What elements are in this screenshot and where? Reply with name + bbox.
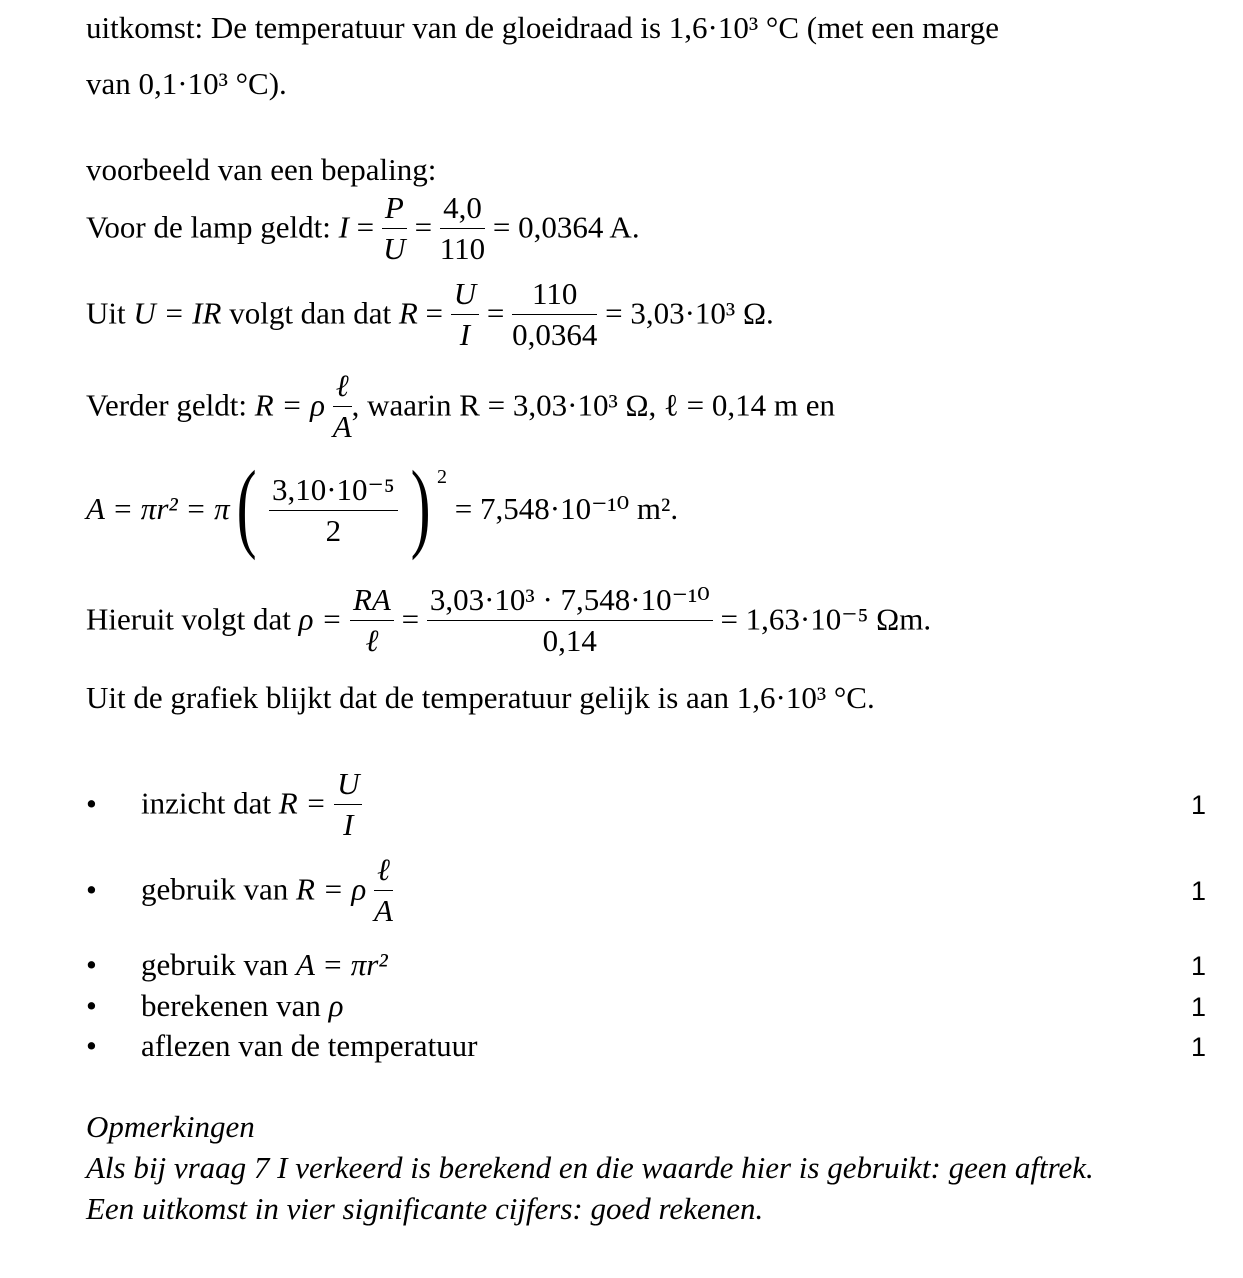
remarks-line-1: Als bij vraag 7 I verkeerd is berekend en die waarde hier is gebruikt: geen aftrek.	[86, 1150, 1094, 1185]
resistance-calculation: Uit U = IR volgt dan dat R = $\frac{U}{I}$ = $\frac{110}{0,0364}$ = 3,03·10³ Ω.	[86, 276, 774, 357]
scoring-formula: A = πr²	[295, 947, 388, 982]
scoring-points: 1	[1190, 951, 1206, 981]
scoring-item-text: gebruik van	[141, 947, 289, 982]
scoring-item	[86, 852, 1206, 932]
rho-fraction-symbolic	[350, 580, 394, 661]
scoring-item	[86, 988, 1206, 1028]
bullet: •	[86, 786, 97, 821]
square-exponent: 2	[437, 466, 448, 489]
scoring-item-content	[141, 1028, 478, 1064]
rho-prefix: Hieruit volgt dat	[86, 601, 291, 637]
current-fraction-symbolic	[382, 188, 407, 269]
fraction-denominator: ℓ	[365, 623, 379, 658]
rho-fraction-numeric	[427, 580, 713, 661]
fraction-numerator: U	[334, 764, 362, 805]
scoring-points: 1	[1190, 790, 1206, 820]
scoring-formula: R =	[278, 785, 327, 821]
scoring-item	[86, 1028, 1206, 1068]
conclusion: Uit de grafiek blijkt dat de temperatuur gelijk is aan 1,6·10³ °C.	[86, 680, 875, 715]
scoring-item-text: gebruik van	[141, 871, 289, 907]
resistivity-given-values: , waarin R = 3,03·10³ Ω, ℓ = 0,14 m en	[351, 387, 836, 423]
right-parenthesis: )	[410, 450, 431, 561]
fraction-denominator: 0,14	[542, 623, 597, 658]
fraction-denominator: 2	[325, 512, 342, 548]
bullet: •	[86, 1028, 97, 1063]
left-parenthesis: (	[236, 450, 257, 561]
fraction-denominator: 0,0364	[512, 317, 598, 352]
resistivity-formula-line	[86, 368, 835, 449]
scoring-item	[86, 947, 1206, 987]
example-heading: voorbeeld van een bepaling:	[86, 152, 437, 187]
scoring-fraction	[334, 764, 362, 845]
fraction-numerator: 110	[512, 274, 597, 315]
rho-calculation: Hieruit volgt dat ρ = $\frac{RA}{\text{ℓ}}$ = $\frac{\text{3,03·10³ · 7,548·10⁻¹⁰}}{0,14}$ = 1,63·10⁻⁵ Ωm.	[86, 582, 931, 663]
current-result: 0,0364 A.	[518, 209, 640, 245]
remarks-section	[86, 1106, 1166, 1229]
fraction-numerator: U	[451, 274, 479, 315]
result-line-2: van 0,1·10³ °C).	[86, 66, 287, 101]
resistance-middle: volgt dan dat	[229, 295, 392, 331]
fraction-numerator: P	[382, 188, 407, 229]
fraction-denominator: A	[373, 893, 393, 928]
fraction-numerator: 3,03·10³ · 7,548·10⁻¹⁰	[427, 580, 713, 621]
fraction-numerator: RA	[350, 580, 394, 621]
rho-lhs: ρ =	[298, 601, 343, 637]
ohm-law: U = IR	[133, 295, 222, 331]
scoring-formula: R = ρ	[295, 871, 367, 907]
radius-fraction	[269, 470, 398, 551]
scoring-item-text: berekenen van	[141, 988, 321, 1023]
area-calculation	[86, 450, 679, 562]
resistance-result: 3,03·10³ Ω.	[630, 295, 774, 331]
scoring-points: 1	[1190, 992, 1206, 1022]
scoring-formula: ρ	[328, 988, 344, 1023]
scoring-item-content	[141, 766, 362, 847]
fraction-denominator: I	[459, 317, 471, 352]
scoring-item-text: aflezen van de temperatuur	[141, 1028, 478, 1063]
fraction-denominator: I	[343, 807, 354, 842]
fraction-numerator: 4,0	[440, 188, 485, 229]
fraction-denominator: U	[383, 231, 406, 266]
fraction-numerator: ℓ	[374, 850, 393, 891]
scoring-fraction	[374, 850, 393, 931]
remarks-heading: Opmerkingen	[86, 1109, 255, 1144]
scoring-item-content	[141, 852, 393, 933]
fraction-numerator: 3,10·10⁻⁵	[269, 470, 398, 511]
resistance-fraction-symbolic	[451, 274, 479, 355]
resistivity-prefix: Verder geldt:	[86, 387, 247, 423]
current-prefix: Voor de lamp geldt:	[86, 209, 331, 245]
scoring-item	[86, 766, 1206, 846]
bullet: •	[86, 947, 97, 982]
resistivity-formula-lhs: R = ρ	[254, 387, 325, 423]
scoring-points: 1	[1190, 1032, 1206, 1062]
current-var: I	[338, 209, 349, 245]
length-over-area-fraction	[333, 366, 352, 447]
bullet: •	[86, 872, 97, 907]
area-lhs: A = πr² = π	[86, 491, 230, 527]
bullet: •	[86, 988, 97, 1023]
result-line-1: uitkomst: De temperatuur van de gloeidraad is 1,6·10³ °C (met een marge	[86, 10, 999, 45]
scoring-item-content	[141, 988, 344, 1024]
fraction-denominator: 110	[439, 231, 486, 266]
current-calculation: Voor de lamp geldt: I = $\frac{P}{U}$ = $\frac{4,0}{110}$ = 0,0364 A.	[86, 190, 640, 271]
scoring-points: 1	[1190, 876, 1206, 906]
fraction-numerator: ℓ	[333, 366, 352, 407]
rho-result: = 1,63·10⁻⁵ Ωm.	[720, 601, 932, 637]
remarks-line-2: Een uitkomst in vier significante cijfers: goed rekenen.	[86, 1191, 764, 1226]
resistance-var: R	[398, 295, 418, 331]
scoring-item-text: inzicht dat	[141, 785, 271, 821]
resistance-fraction-numeric	[512, 274, 597, 355]
scoring-item-content	[141, 947, 388, 983]
area-result: = 7,548·10⁻¹⁰ m².	[454, 491, 679, 527]
fraction-denominator: A	[332, 409, 352, 444]
current-fraction-numeric	[440, 188, 485, 269]
resistance-prefix: Uit	[86, 295, 126, 331]
